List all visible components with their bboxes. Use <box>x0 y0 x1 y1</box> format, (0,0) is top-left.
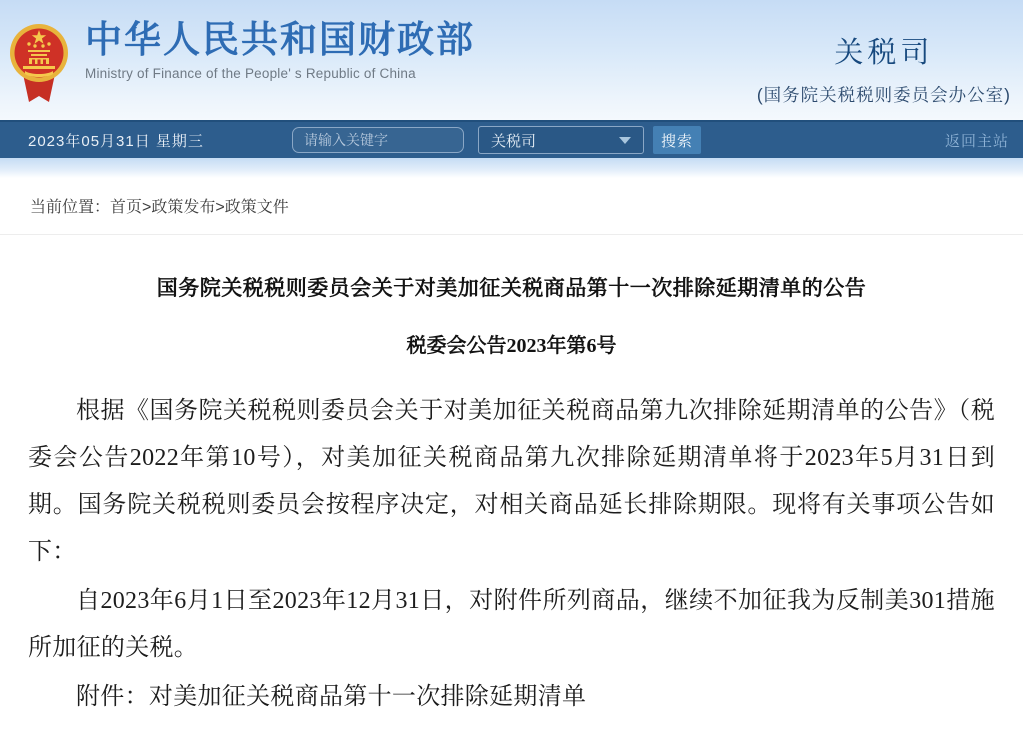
breadcrumb-label: 当前位置： <box>30 199 111 216</box>
search-scope-select[interactable] <box>478 126 644 154</box>
department-block <box>757 30 1011 107</box>
search-button[interactable]: 搜索 <box>653 126 701 154</box>
article-title: 国务院关税税则委员会关于对美加征关税商品第十一次排除延期清单的公告 <box>156 277 867 300</box>
document-number: 税委会公告2023年第6号 <box>406 335 617 357</box>
search-input[interactable] <box>292 127 464 153</box>
site-header <box>0 0 1023 120</box>
current-date: 2023年05月31日 星期三 <box>28 132 204 150</box>
breadcrumb <box>0 178 1023 235</box>
search-scope-value: 关税司 <box>491 132 537 150</box>
breadcrumb-policy-documents-link[interactable]: 政策文件 <box>224 199 289 216</box>
site-title: 中华人民共和国财政部 <box>85 19 475 60</box>
breadcrumb-separator: > <box>215 199 225 216</box>
article-paragraph: 根据《国务院关税税则委员会关于对美加征关税商品第九次排除延期清单的公告》（税委会公告2022年第10号），对美加征关税商品第九次排除延期清单将于2023年5月31日到期。国务院关税税则委员会按程序决定，对相关商品延长排除期限。现将有关事项公告如下： <box>28 398 995 565</box>
article <box>0 272 1023 721</box>
return-home-link[interactable]: 返回主站 <box>944 132 1009 150</box>
article-paragraph: 自2023年6月1日至2023年12月31日，对附件所列商品，继续不加征我为反制美301措施所加征的关税。 <box>28 588 995 661</box>
breadcrumb-policy-release-link[interactable]: 政策发布 <box>151 199 216 216</box>
site-title-english: Ministry of Finance of the People' s Republic of China <box>85 65 416 81</box>
department-name: 关税司 <box>834 37 934 69</box>
chevron-down-icon <box>619 137 631 144</box>
breadcrumb-home-link[interactable]: 首页 <box>110 199 143 216</box>
navbar <box>0 120 1023 158</box>
breadcrumb-separator: > <box>142 199 152 216</box>
attachment-line: 附件：对美加征关税商品第十一次排除延期清单 <box>76 684 587 710</box>
department-subtitle: (国务院关税税则委员会办公室) <box>756 85 1011 105</box>
national-emblem-icon <box>9 16 69 109</box>
header-bottom-strip <box>0 158 1023 178</box>
brand <box>85 20 475 81</box>
